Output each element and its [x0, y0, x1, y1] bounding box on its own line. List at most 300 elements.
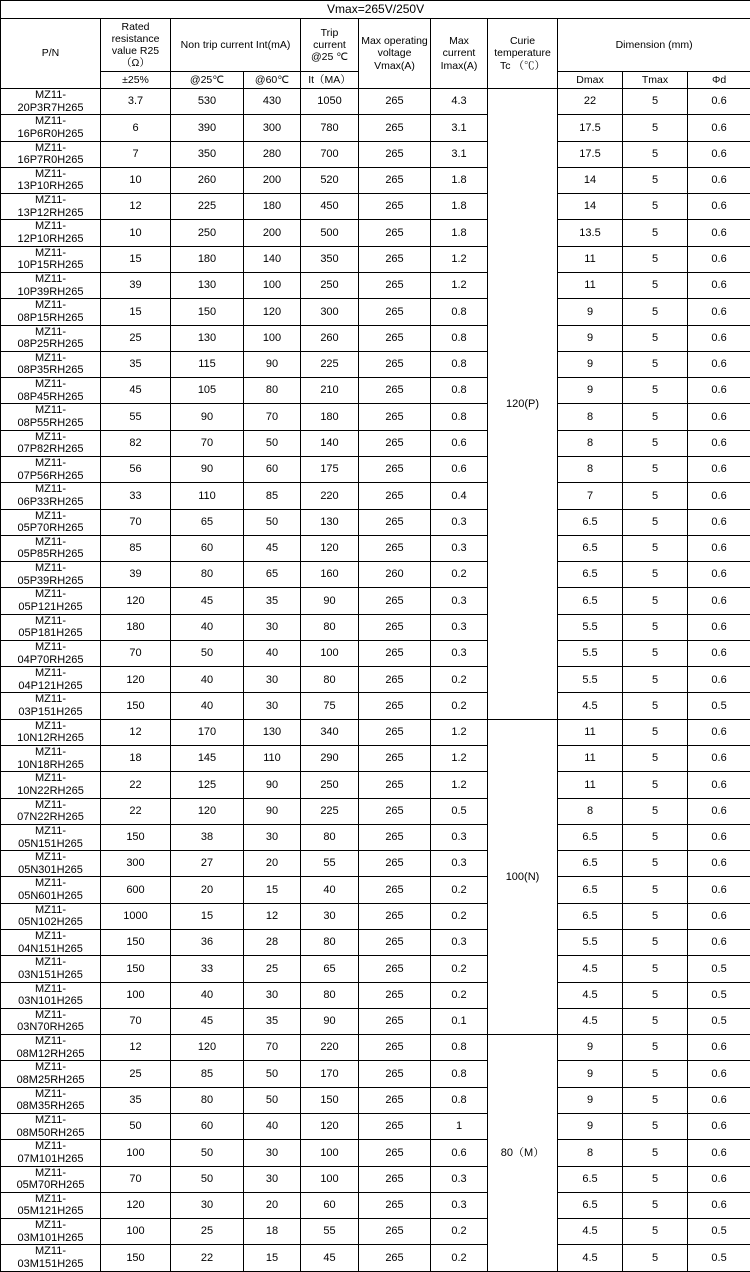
- cell-pn: MZ11-16P7R0H265: [1, 141, 101, 167]
- cell-tmax: 5: [623, 956, 688, 982]
- cell-max-voltage: 265: [359, 877, 431, 903]
- cell-max-current: 1: [431, 1113, 488, 1139]
- cell-max-voltage: 265: [359, 1087, 431, 1113]
- header-at-60c: @60℃: [244, 72, 301, 89]
- cell-tmax: 5: [623, 1192, 688, 1218]
- cell-tmax: 5: [623, 1166, 688, 1192]
- cell-pn: MZ11-13P10RH265: [1, 167, 101, 193]
- cell-tmax: 5: [623, 378, 688, 404]
- cell-non-trip-25c: 15: [171, 903, 244, 929]
- table-row: [1, 483, 750, 509]
- table-row: [1, 246, 750, 272]
- cell-phid: 0.6: [688, 141, 750, 167]
- cell-max-voltage: 265: [359, 115, 431, 141]
- cell-non-trip-25c: 90: [171, 456, 244, 482]
- cell-pn: MZ11-05M70RH265: [1, 1166, 101, 1192]
- table-row: [1, 693, 750, 719]
- cell-max-current: 0.8: [431, 404, 488, 430]
- cell-tmax: 5: [623, 798, 688, 824]
- cell-max-current: 0.3: [431, 851, 488, 877]
- cell-trip-current: 250: [301, 772, 359, 798]
- cell-pn: MZ11-04P121H265: [1, 667, 101, 693]
- header-at-25c: @25℃: [171, 72, 244, 89]
- cell-dmax: 7: [558, 483, 623, 509]
- cell-non-trip-25c: 250: [171, 220, 244, 246]
- cell-curie-temp: 80（M）: [488, 1035, 558, 1272]
- cell-tmax: 5: [623, 1219, 688, 1245]
- cell-rated-resistance: 35: [101, 351, 171, 377]
- cell-tmax: 5: [623, 115, 688, 141]
- cell-max-voltage: 265: [359, 614, 431, 640]
- table-row: [1, 1113, 750, 1139]
- cell-phid: 0.6: [688, 115, 750, 141]
- cell-rated-resistance: 120: [101, 1192, 171, 1218]
- cell-phid: 0.6: [688, 851, 750, 877]
- cell-trip-current: 55: [301, 1219, 359, 1245]
- cell-max-voltage: 265: [359, 351, 431, 377]
- cell-non-trip-25c: 90: [171, 404, 244, 430]
- cell-trip-current: 45: [301, 1245, 359, 1271]
- cell-phid: 0.6: [688, 1035, 750, 1061]
- cell-max-current: 0.2: [431, 562, 488, 588]
- header-tmax: Tmax: [623, 72, 688, 89]
- cell-non-trip-25c: 40: [171, 667, 244, 693]
- cell-pn: MZ11-05M121H265: [1, 1192, 101, 1218]
- cell-trip-current: 170: [301, 1061, 359, 1087]
- cell-pn: MZ11-07P56RH265: [1, 456, 101, 482]
- cell-non-trip-60c: 30: [244, 982, 301, 1008]
- cell-dmax: 4.5: [558, 1008, 623, 1034]
- cell-max-voltage: 265: [359, 851, 431, 877]
- cell-pn: MZ11-07N22RH265: [1, 798, 101, 824]
- cell-rated-resistance: 100: [101, 1219, 171, 1245]
- cell-pn: MZ11-08M12RH265: [1, 1035, 101, 1061]
- cell-non-trip-25c: 130: [171, 272, 244, 298]
- cell-rated-resistance: 55: [101, 404, 171, 430]
- cell-trip-current: 80: [301, 982, 359, 1008]
- cell-non-trip-60c: 28: [244, 930, 301, 956]
- cell-non-trip-60c: 30: [244, 667, 301, 693]
- cell-max-current: 1.2: [431, 246, 488, 272]
- cell-non-trip-60c: 90: [244, 351, 301, 377]
- cell-non-trip-60c: 12: [244, 903, 301, 929]
- cell-non-trip-60c: 200: [244, 220, 301, 246]
- table-row: [1, 220, 750, 246]
- cell-tmax: 5: [623, 509, 688, 535]
- cell-non-trip-25c: 25: [171, 1219, 244, 1245]
- cell-max-current: 0.2: [431, 877, 488, 903]
- cell-max-voltage: 265: [359, 1192, 431, 1218]
- table-row: [1, 1008, 750, 1034]
- cell-dmax: 6.5: [558, 877, 623, 903]
- cell-pn: MZ11-10P39RH265: [1, 272, 101, 298]
- cell-max-voltage: 265: [359, 1219, 431, 1245]
- cell-rated-resistance: 45: [101, 378, 171, 404]
- cell-non-trip-60c: 15: [244, 1245, 301, 1271]
- cell-trip-current: 90: [301, 588, 359, 614]
- cell-max-voltage: 265: [359, 903, 431, 929]
- cell-max-current: 1.8: [431, 194, 488, 220]
- cell-max-voltage: 265: [359, 667, 431, 693]
- cell-max-current: 0.8: [431, 351, 488, 377]
- cell-rated-resistance: 150: [101, 1245, 171, 1271]
- cell-non-trip-25c: 50: [171, 1140, 244, 1166]
- cell-trip-current: 180: [301, 404, 359, 430]
- cell-tmax: 5: [623, 89, 688, 115]
- cell-pn: MZ11-10N22RH265: [1, 772, 101, 798]
- cell-phid: 0.6: [688, 719, 750, 745]
- table-row: [1, 614, 750, 640]
- cell-max-current: 1.2: [431, 772, 488, 798]
- cell-max-voltage: 265: [359, 246, 431, 272]
- cell-phid: 0.5: [688, 982, 750, 1008]
- cell-dmax: 8: [558, 430, 623, 456]
- cell-phid: 0.5: [688, 1245, 750, 1271]
- header-dimension: Dimension (mm): [558, 19, 750, 72]
- table-row: [1, 930, 750, 956]
- cell-dmax: 8: [558, 798, 623, 824]
- cell-phid: 0.6: [688, 483, 750, 509]
- cell-tmax: 5: [623, 351, 688, 377]
- cell-max-voltage: 265: [359, 456, 431, 482]
- cell-non-trip-60c: 65: [244, 562, 301, 588]
- cell-dmax: 4.5: [558, 956, 623, 982]
- cell-non-trip-60c: 30: [244, 1166, 301, 1192]
- cell-dmax: 11: [558, 772, 623, 798]
- cell-rated-resistance: 22: [101, 798, 171, 824]
- cell-dmax: 11: [558, 246, 623, 272]
- cell-tmax: 5: [623, 1245, 688, 1271]
- cell-non-trip-25c: 40: [171, 982, 244, 1008]
- cell-max-voltage: 265: [359, 1166, 431, 1192]
- cell-pn: MZ11-03M151H265: [1, 1245, 101, 1271]
- table-row: [1, 903, 750, 929]
- cell-non-trip-60c: 100: [244, 325, 301, 351]
- table-row: [1, 1087, 750, 1113]
- cell-tmax: 5: [623, 588, 688, 614]
- cell-dmax: 6.5: [558, 1166, 623, 1192]
- cell-non-trip-25c: 60: [171, 535, 244, 561]
- cell-tmax: 5: [623, 903, 688, 929]
- cell-rated-resistance: 15: [101, 299, 171, 325]
- cell-pn: MZ11-07P82RH265: [1, 430, 101, 456]
- cell-rated-resistance: 70: [101, 640, 171, 666]
- cell-phid: 0.6: [688, 89, 750, 115]
- cell-dmax: 5.5: [558, 667, 623, 693]
- cell-max-current: 1.2: [431, 746, 488, 772]
- cell-max-voltage: 265: [359, 1140, 431, 1166]
- cell-non-trip-60c: 280: [244, 141, 301, 167]
- table-row: [1, 1219, 750, 1245]
- table-row: [1, 746, 750, 772]
- cell-non-trip-25c: 120: [171, 1035, 244, 1061]
- cell-rated-resistance: 70: [101, 1008, 171, 1034]
- cell-max-current: 0.8: [431, 1061, 488, 1087]
- cell-max-voltage: 265: [359, 798, 431, 824]
- cell-rated-resistance: 120: [101, 667, 171, 693]
- header-max-current: Max current Imax(A): [431, 19, 488, 89]
- cell-rated-resistance: 22: [101, 772, 171, 798]
- cell-max-current: 0.3: [431, 1166, 488, 1192]
- cell-dmax: 5.5: [558, 614, 623, 640]
- cell-dmax: 11: [558, 746, 623, 772]
- cell-dmax: 6.5: [558, 562, 623, 588]
- cell-rated-resistance: 50: [101, 1113, 171, 1139]
- cell-phid: 0.6: [688, 667, 750, 693]
- cell-pn: MZ11-04P70RH265: [1, 640, 101, 666]
- cell-phid: 0.6: [688, 588, 750, 614]
- cell-rated-resistance: 150: [101, 956, 171, 982]
- cell-rated-resistance: 70: [101, 509, 171, 535]
- cell-max-current: 0.2: [431, 982, 488, 1008]
- cell-tmax: 5: [623, 1113, 688, 1139]
- cell-dmax: 9: [558, 299, 623, 325]
- cell-dmax: 14: [558, 167, 623, 193]
- cell-dmax: 22: [558, 89, 623, 115]
- cell-non-trip-60c: 120: [244, 299, 301, 325]
- cell-rated-resistance: 15: [101, 246, 171, 272]
- cell-max-current: 0.8: [431, 1035, 488, 1061]
- cell-dmax: 17.5: [558, 141, 623, 167]
- cell-max-current: 1.8: [431, 167, 488, 193]
- cell-pn: MZ11-05P70RH265: [1, 509, 101, 535]
- cell-tmax: 5: [623, 1140, 688, 1166]
- cell-non-trip-60c: 70: [244, 404, 301, 430]
- cell-trip-current: 140: [301, 430, 359, 456]
- cell-dmax: 8: [558, 404, 623, 430]
- cell-max-voltage: 265: [359, 1113, 431, 1139]
- cell-tmax: 5: [623, 483, 688, 509]
- cell-trip-current: 450: [301, 194, 359, 220]
- cell-rated-resistance: 120: [101, 588, 171, 614]
- cell-phid: 0.6: [688, 562, 750, 588]
- cell-max-voltage: 265: [359, 640, 431, 666]
- cell-phid: 0.6: [688, 456, 750, 482]
- table-row: [1, 89, 750, 115]
- cell-pn: MZ11-05N301H265: [1, 851, 101, 877]
- cell-non-trip-25c: 105: [171, 378, 244, 404]
- cell-phid: 0.6: [688, 509, 750, 535]
- cell-dmax: 6.5: [558, 509, 623, 535]
- cell-phid: 0.6: [688, 167, 750, 193]
- table-row: [1, 719, 750, 745]
- cell-max-current: 4.3: [431, 89, 488, 115]
- cell-non-trip-60c: 140: [244, 246, 301, 272]
- cell-trip-current: 30: [301, 903, 359, 929]
- cell-non-trip-25c: 50: [171, 640, 244, 666]
- cell-max-voltage: 265: [359, 272, 431, 298]
- cell-non-trip-60c: 40: [244, 1113, 301, 1139]
- header-tolerance: ±25%: [101, 72, 171, 89]
- cell-non-trip-60c: 85: [244, 483, 301, 509]
- cell-rated-resistance: 39: [101, 562, 171, 588]
- cell-tmax: 5: [623, 562, 688, 588]
- cell-non-trip-60c: 30: [244, 693, 301, 719]
- cell-non-trip-60c: 80: [244, 378, 301, 404]
- cell-non-trip-60c: 100: [244, 272, 301, 298]
- spec-table-header: [1, 1, 750, 89]
- cell-tmax: 5: [623, 404, 688, 430]
- cell-non-trip-25c: 40: [171, 693, 244, 719]
- cell-trip-current: 80: [301, 930, 359, 956]
- cell-dmax: 14: [558, 194, 623, 220]
- cell-trip-current: 300: [301, 299, 359, 325]
- cell-pn: MZ11-20P3R7H265: [1, 89, 101, 115]
- table-row: [1, 588, 750, 614]
- cell-phid: 0.6: [688, 903, 750, 929]
- cell-non-trip-25c: 65: [171, 509, 244, 535]
- cell-pn: MZ11-05N601H265: [1, 877, 101, 903]
- cell-tmax: 5: [623, 1061, 688, 1087]
- table-row: [1, 1166, 750, 1192]
- cell-max-voltage: 265: [359, 772, 431, 798]
- cell-trip-current: 150: [301, 1087, 359, 1113]
- cell-dmax: 6.5: [558, 903, 623, 929]
- cell-non-trip-25c: 115: [171, 351, 244, 377]
- cell-trip-current: 90: [301, 1008, 359, 1034]
- cell-non-trip-25c: 80: [171, 1087, 244, 1113]
- cell-rated-resistance: 150: [101, 930, 171, 956]
- cell-phid: 0.6: [688, 246, 750, 272]
- cell-pn: MZ11-10P15RH265: [1, 246, 101, 272]
- cell-rated-resistance: 6: [101, 115, 171, 141]
- cell-non-trip-60c: 90: [244, 798, 301, 824]
- cell-max-current: 0.2: [431, 667, 488, 693]
- cell-pn: MZ11-04N151H265: [1, 930, 101, 956]
- cell-dmax: 5.5: [558, 640, 623, 666]
- cell-max-current: 0.8: [431, 1087, 488, 1113]
- cell-phid: 0.6: [688, 1087, 750, 1113]
- cell-tmax: 5: [623, 456, 688, 482]
- cell-pn: MZ11-10N12RH265: [1, 719, 101, 745]
- cell-non-trip-60c: 30: [244, 614, 301, 640]
- cell-dmax: 9: [558, 1087, 623, 1113]
- table-row: [1, 1035, 750, 1061]
- cell-tmax: 5: [623, 325, 688, 351]
- cell-max-current: 0.4: [431, 483, 488, 509]
- cell-tmax: 5: [623, 194, 688, 220]
- header-max-operating-voltage: Max operating voltage Vmax(A): [359, 19, 431, 89]
- cell-dmax: 6.5: [558, 588, 623, 614]
- cell-pn: MZ11-05P85RH265: [1, 535, 101, 561]
- cell-max-current: 1.2: [431, 272, 488, 298]
- cell-pn: MZ11-08P55RH265: [1, 404, 101, 430]
- cell-max-voltage: 265: [359, 535, 431, 561]
- cell-pn: MZ11-05P181H265: [1, 614, 101, 640]
- cell-curie-temp: 120(P): [488, 89, 558, 720]
- cell-trip-current: 55: [301, 851, 359, 877]
- cell-max-current: 0.2: [431, 903, 488, 929]
- cell-max-voltage: 265: [359, 325, 431, 351]
- cell-tmax: 5: [623, 299, 688, 325]
- cell-phid: 0.6: [688, 194, 750, 220]
- cell-phid: 0.6: [688, 798, 750, 824]
- cell-phid: 0.6: [688, 930, 750, 956]
- cell-tmax: 5: [623, 824, 688, 850]
- cell-max-voltage: 265: [359, 693, 431, 719]
- cell-trip-current: 350: [301, 246, 359, 272]
- cell-tmax: 5: [623, 535, 688, 561]
- cell-phid: 0.6: [688, 220, 750, 246]
- cell-tmax: 5: [623, 141, 688, 167]
- cell-non-trip-60c: 25: [244, 956, 301, 982]
- cell-max-voltage: 265: [359, 167, 431, 193]
- cell-pn: MZ11-08M50RH265: [1, 1113, 101, 1139]
- cell-rated-resistance: 39: [101, 272, 171, 298]
- cell-phid: 0.6: [688, 351, 750, 377]
- table-row: [1, 167, 750, 193]
- cell-tmax: 5: [623, 167, 688, 193]
- cell-pn: MZ11-08M35RH265: [1, 1087, 101, 1113]
- cell-rated-resistance: 12: [101, 194, 171, 220]
- cell-phid: 0.5: [688, 693, 750, 719]
- table-row: [1, 1192, 750, 1218]
- cell-non-trip-25c: 22: [171, 1245, 244, 1271]
- cell-non-trip-60c: 50: [244, 430, 301, 456]
- cell-non-trip-60c: 30: [244, 1140, 301, 1166]
- cell-phid: 0.6: [688, 535, 750, 561]
- table-row: [1, 351, 750, 377]
- cell-tmax: 5: [623, 982, 688, 1008]
- table-row: [1, 456, 750, 482]
- header-row-main: [1, 19, 750, 72]
- cell-phid: 0.6: [688, 378, 750, 404]
- cell-tmax: 5: [623, 930, 688, 956]
- cell-non-trip-60c: 70: [244, 1035, 301, 1061]
- cell-dmax: 5.5: [558, 930, 623, 956]
- table-row: [1, 640, 750, 666]
- cell-max-voltage: 265: [359, 930, 431, 956]
- cell-phid: 0.6: [688, 746, 750, 772]
- cell-non-trip-25c: 45: [171, 1008, 244, 1034]
- cell-non-trip-60c: 20: [244, 851, 301, 877]
- cell-trip-current: 160: [301, 562, 359, 588]
- cell-dmax: 6.5: [558, 824, 623, 850]
- cell-non-trip-60c: 50: [244, 1061, 301, 1087]
- cell-max-current: 0.1: [431, 1008, 488, 1034]
- table-row: [1, 141, 750, 167]
- cell-rated-resistance: 12: [101, 719, 171, 745]
- cell-non-trip-60c: 180: [244, 194, 301, 220]
- cell-pn: MZ11-06P33RH265: [1, 483, 101, 509]
- cell-max-voltage: 265: [359, 719, 431, 745]
- cell-rated-resistance: 85: [101, 535, 171, 561]
- cell-trip-current: 65: [301, 956, 359, 982]
- cell-max-voltage: 265: [359, 1008, 431, 1034]
- table-row: [1, 1061, 750, 1087]
- cell-rated-resistance: 7: [101, 141, 171, 167]
- cell-non-trip-25c: 30: [171, 1192, 244, 1218]
- cell-max-current: 0.2: [431, 956, 488, 982]
- cell-pn: MZ11-03P151H265: [1, 693, 101, 719]
- table-row: [1, 430, 750, 456]
- header-pn: P/N: [1, 19, 101, 89]
- cell-tmax: 5: [623, 851, 688, 877]
- cell-trip-current: 80: [301, 614, 359, 640]
- cell-max-voltage: 265: [359, 509, 431, 535]
- cell-non-trip-25c: 110: [171, 483, 244, 509]
- table-row: [1, 325, 750, 351]
- cell-non-trip-60c: 45: [244, 535, 301, 561]
- cell-rated-resistance: 82: [101, 430, 171, 456]
- cell-non-trip-25c: 145: [171, 746, 244, 772]
- cell-pn: MZ11-07M101H265: [1, 1140, 101, 1166]
- cell-phid: 0.5: [688, 956, 750, 982]
- cell-max-voltage: 265: [359, 404, 431, 430]
- cell-pn: MZ11-08M25RH265: [1, 1061, 101, 1087]
- table-row: [1, 982, 750, 1008]
- cell-non-trip-25c: 225: [171, 194, 244, 220]
